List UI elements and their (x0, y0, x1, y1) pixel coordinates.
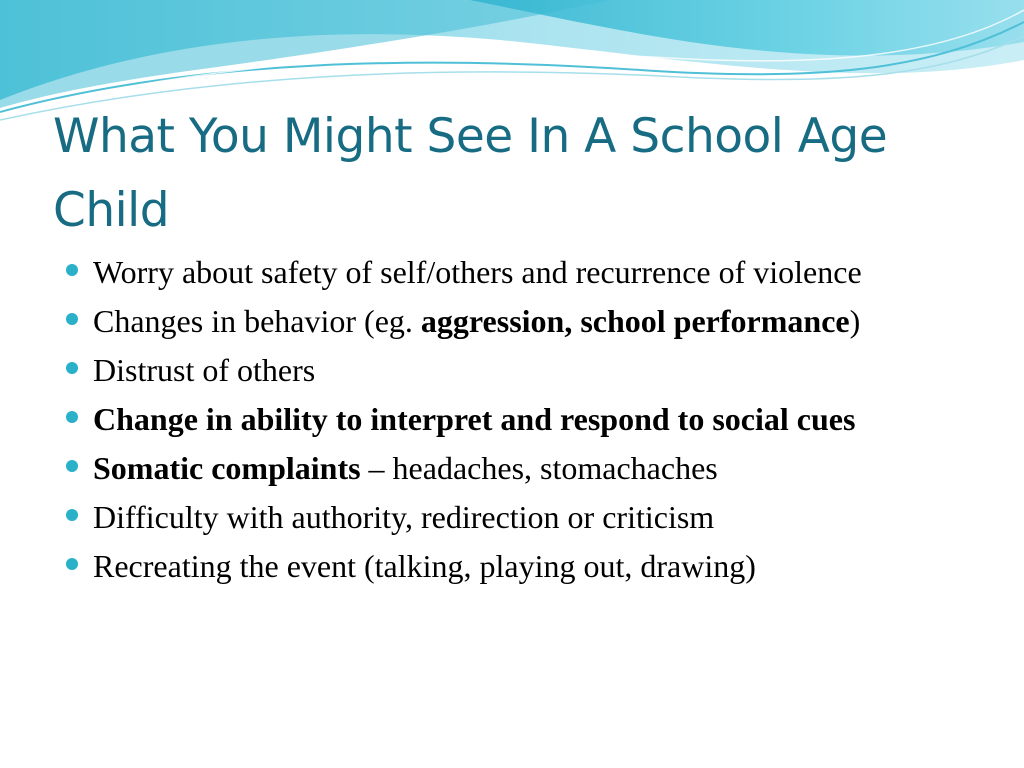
bullet-item (66, 399, 946, 439)
bullet-text-bold: Somatic complaints (93, 450, 361, 486)
bullet-dot-icon (66, 558, 78, 570)
bullet-dot-icon (66, 460, 78, 472)
bullet-text: Difficulty with authority, redirection or criticism (93, 499, 715, 535)
bullet-item (66, 497, 946, 537)
bullet-text: Distrust of others (93, 352, 316, 388)
bullet-dot-icon (66, 313, 78, 325)
bullet-dot-icon (66, 411, 78, 423)
bullet-text: Recreating the event (talking, playing out, drawing) (93, 548, 756, 584)
bullet-list (66, 252, 946, 595)
bullet-text: ) (849, 303, 861, 339)
bullet-text-bold: aggression, school performance (420, 303, 850, 339)
bullet-text: Changes in behavior (eg. (93, 303, 421, 339)
bullet-text: Worry about safety of self/others and recurrence of violence (93, 254, 862, 290)
bullet-item (66, 301, 946, 341)
bullet-item (66, 350, 946, 390)
bullet-dot-icon (66, 509, 78, 521)
bullet-item (66, 252, 946, 292)
bullet-item (66, 448, 946, 488)
bullet-text: – headaches, stomachaches (360, 450, 718, 486)
bullet-dot-icon (66, 362, 78, 374)
bullet-dot-icon (66, 264, 78, 276)
bullet-item (66, 546, 946, 586)
slide-title: What You Might See In A School Age Child (53, 109, 888, 238)
bullet-text-bold: Change in ability to interpret and respond to social cues (93, 401, 856, 437)
